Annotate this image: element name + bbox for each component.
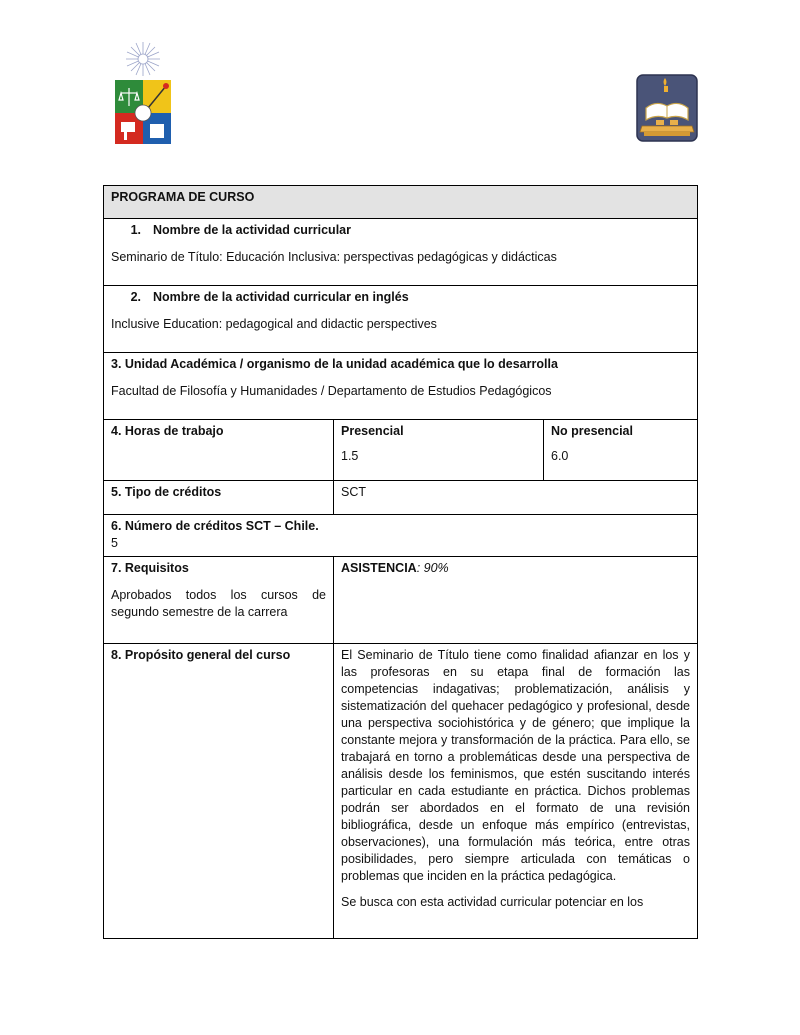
no-presencial-label: No presencial (551, 424, 633, 438)
section-7-row (104, 557, 698, 644)
section-2-heading (111, 289, 690, 306)
course-program-table (103, 185, 698, 939)
no-presencial-value: 6.0 (551, 449, 569, 463)
credit-type: SCT (334, 481, 698, 515)
faculty-book-emblem-icon (636, 74, 698, 142)
section-3-row (104, 353, 698, 420)
purpose-paragraph-1: El Seminario de Título tiene como finalidad afianzar en los y las profesoras en su etapa final de formación las competencias indagativas; problematización, análisis y sistematización del quehacer pedagógico y profesional, desde una perspectiva sociohistórica y de género; que implique la constante mejora y transformación de la práctica. Para ello, se trabajará en torno a problemáticas desde una perspectiva de análisis desde los feminismos, que estén suscitando interés particular en cada estudiante en práctica. Dichos problemas podrán ser abordados en el formato de una revisión bibliográfica, desde un enfoque más empírico (entrevistas, observaciones), una formulación más teórica, entre otras posibilidades, pero siempre articulada con temáticas o problemas que inciden en la práctica pedagógica. (341, 648, 690, 883)
section-7-label: 7. Requisitos (111, 561, 189, 575)
requirements: Aprobados todos los cursos de segundo semestre de la carrera (111, 588, 326, 619)
section-4-label: 4. Horas de trabajo (104, 420, 334, 481)
course-name: Seminario de Título: Educación Inclusiva: perspectivas pedagógicas y didácticas (111, 250, 557, 264)
section-8-row (104, 644, 698, 939)
section-2-label: Nombre de la actividad curricular en inglés (153, 290, 409, 304)
section-5-row (104, 481, 698, 515)
credit-count: 5 (111, 536, 118, 550)
asistencia-value: : 90% (416, 561, 449, 575)
presencial-value: 1.5 (341, 449, 359, 463)
course-name-english: Inclusive Education: pedagogical and didactic perspectives (111, 317, 437, 331)
section-2-number: 2. (130, 290, 141, 304)
purpose-paragraph-2: Se busca con esta actividad curricular potenciar en los (341, 895, 644, 909)
section-3-label: 3. Unidad Académica / organismo de la unidad académica que lo desarrolla (111, 357, 558, 371)
section-1-number: 1. (130, 223, 141, 237)
presencial-label: Presencial (341, 424, 404, 438)
section-1-row (104, 219, 698, 286)
program-title: PROGRAMA DE CURSO (104, 186, 698, 219)
section-2-row (104, 286, 698, 353)
section-5-label: 5. Tipo de créditos (104, 481, 334, 515)
section-1-heading (111, 222, 690, 239)
section-1-label: Nombre de la actividad curricular (153, 223, 351, 237)
university-crest-icon (112, 38, 174, 146)
header-row (104, 186, 698, 219)
section-6-row (104, 515, 698, 557)
section-8-label: 8. Propósito general del curso (104, 644, 334, 939)
section-4-row (104, 420, 698, 481)
asistencia-label: ASISTENCIA (341, 561, 417, 575)
section-6-label: 6. Número de créditos SCT – Chile. (111, 519, 319, 533)
academic-unit: Facultad de Filosofía y Humanidades / Departamento de Estudios Pedagógicos (111, 384, 552, 398)
